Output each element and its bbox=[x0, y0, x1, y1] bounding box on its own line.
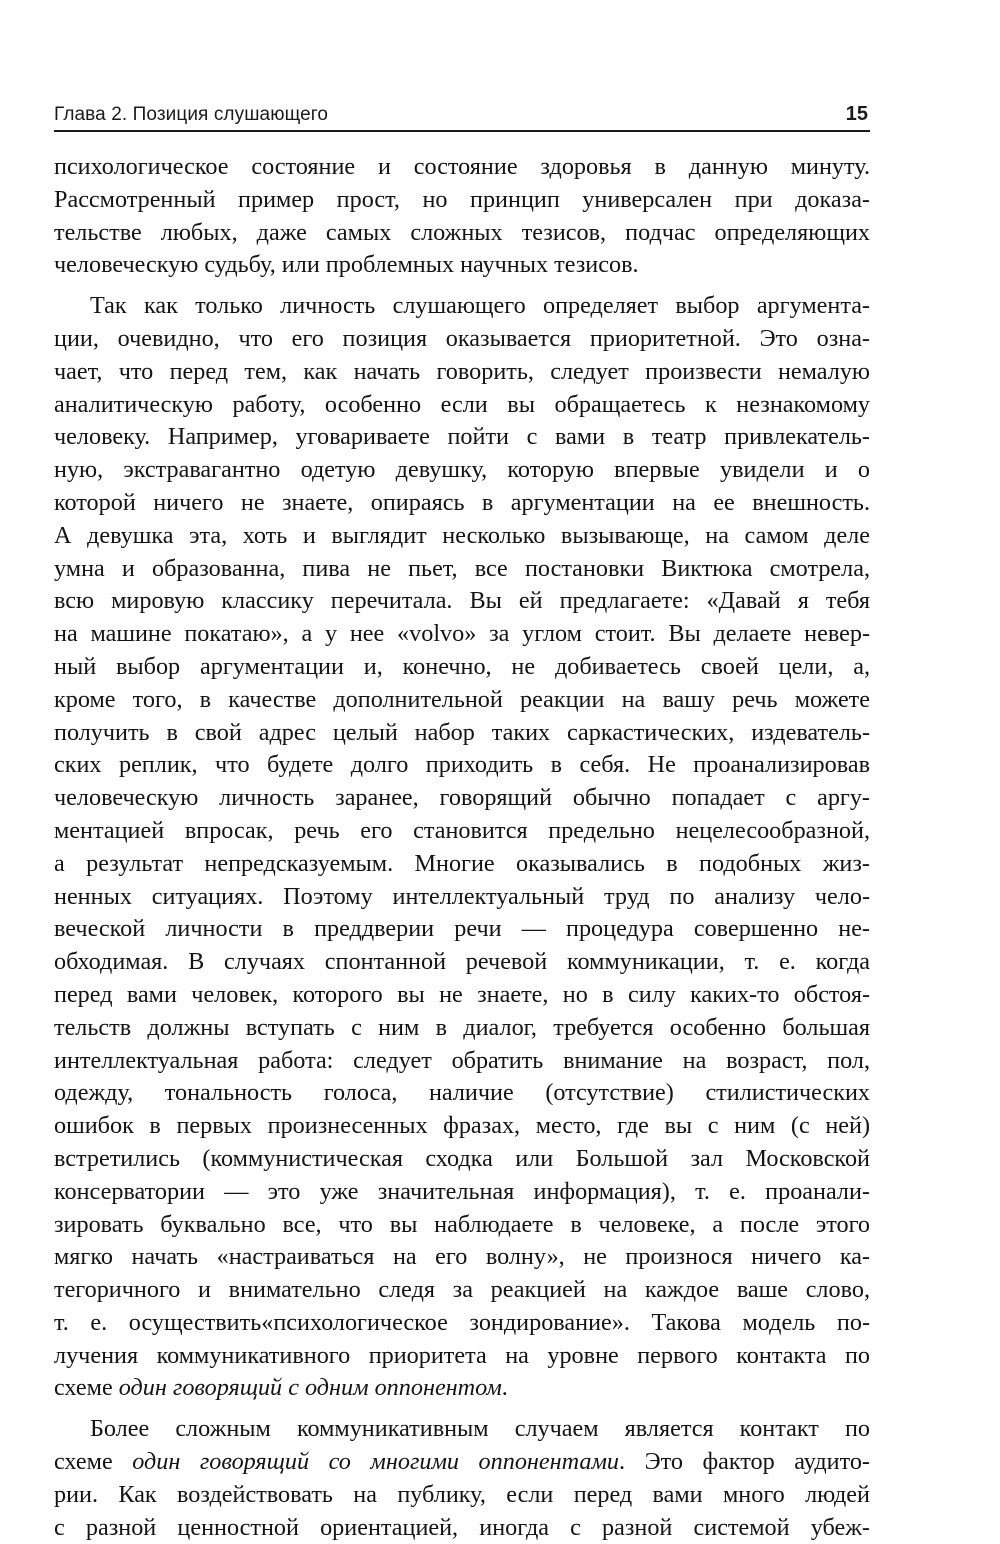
paragraph-3 bbox=[54, 1413, 870, 1544]
text-line: тегоричного и внимательно следя за реакцией на каждое ваше слово, bbox=[54, 1276, 870, 1304]
text-line: Так как только личность слушающего определяет выбор аргумента- bbox=[90, 292, 870, 320]
text-line: на машине покатаю», а у нее «volvo» за углом стоит. Вы делаете невер- bbox=[54, 620, 870, 648]
text-run: схеме bbox=[54, 1448, 133, 1476]
text-run: . Это фактор аудито- bbox=[619, 1448, 870, 1476]
body-text bbox=[54, 151, 870, 1544]
text-run: . bbox=[501, 1374, 508, 1402]
text-line: перед вами человек, которого вы не знаете, но в силу каких-то обстоя- bbox=[54, 980, 870, 1008]
text-line: встретились (коммунистическая сходка или Большой зал Московской bbox=[54, 1144, 870, 1172]
text-line: психологическое состояние и состояние здоровья в данную минуту. bbox=[54, 153, 870, 180]
emphasis-term: один говорящий с одним оппонентом bbox=[118, 1374, 502, 1402]
text-line: ненных ситуациях. Поэтому интеллектуальный труд по анализу чело- bbox=[54, 882, 870, 910]
text-line: аналитическую работу, особенно если вы обращаетесь к незнакомому bbox=[54, 390, 870, 418]
text-line: рии. Как воздействовать на публику, если перед вами много людей bbox=[54, 1480, 870, 1508]
text-line: т. е. осуществить«психологическое зондирование». Такова модель по- bbox=[54, 1308, 870, 1336]
text-line: которой ничего не знаете, опираясь в аргументации на ее внешность. bbox=[54, 488, 870, 516]
text-line: человеку. Например, уговариваете пойти с вами в театр привлекатель- bbox=[54, 423, 870, 451]
text-line: обходимая. В случаях спонтанной речевой коммуникации, т. е. когда bbox=[54, 948, 870, 976]
text-line: а результат непредсказуемым. Многие оказывались в подобных жиз- bbox=[54, 849, 870, 877]
text-line: ошибок в первых произнесенных фразах, место, где вы с ним (с ней) bbox=[54, 1112, 870, 1140]
text-line: всю мировую классику перечитала. Вы ей предлагаете: «Давай я тебя bbox=[54, 587, 870, 615]
text-line: человеческую судьбу, или проблемных научных тезисов. bbox=[54, 251, 639, 279]
text-line: с разной ценностной ориентацией, иногда с разной системой убеж- bbox=[54, 1513, 870, 1541]
text-line: умна и образованна, пива не пьет, все постановки Виктюка смотрела, bbox=[54, 554, 870, 582]
text-line: кроме того, в качестве дополнительной реакции на вашу речь можете bbox=[54, 685, 870, 713]
emphasis-term: один говорящий со многими оппонентами bbox=[132, 1448, 620, 1476]
text-line: лучения коммуникативного приоритета на уровне первого контакта по bbox=[54, 1341, 870, 1369]
text-line bbox=[54, 1446, 870, 1479]
text-line: чает, что перед тем, как начать говорить, следует произвести немалую bbox=[54, 357, 870, 385]
paragraph-2 bbox=[54, 290, 870, 1405]
text-line: получить в свой адрес целый набор таких саркастических, издеватель- bbox=[54, 718, 870, 746]
text-line: тельстве любых, даже самых сложных тезисов, подчас определяющих bbox=[54, 218, 870, 246]
text-line: одежду, тональность голоса, наличие (отсутствие) стилистических bbox=[54, 1079, 870, 1107]
text-line: Более сложным коммуникативным случаем является контакт по bbox=[90, 1415, 870, 1443]
text-line bbox=[54, 1372, 870, 1405]
text-line: консерватории — это уже значительная информация), т. е. проанали- bbox=[54, 1177, 870, 1205]
text-line: мягко начать «настраиваться на его волну», не произнося ничего ка- bbox=[54, 1243, 870, 1271]
text-line: тельств должны вступать с ним в диалог, требуется особенно большая bbox=[54, 1013, 870, 1041]
text-line: интеллектуальная работа: следует обратить внимание на возраст, пол, bbox=[54, 1046, 870, 1074]
text-line: ских реплик, что будете долго приходить в себя. Не проанализировав bbox=[54, 751, 870, 779]
paragraph-1 bbox=[54, 151, 870, 282]
text-line: Рассмотренный пример прост, но принцип универсален при доказа- bbox=[54, 185, 870, 213]
chapter-title: Глава 2. Позиция слушающего bbox=[54, 104, 329, 125]
text-line: ную, экстравагантно одетую девушку, которую впервые увидели и о bbox=[54, 456, 870, 484]
text-line: ментацией впросак, речь его становится предельно нецелесообразной, bbox=[54, 816, 870, 844]
text-run: схеме bbox=[54, 1374, 119, 1402]
text-line: зировать буквально все, что вы наблюдаете в человеке, а после этого bbox=[54, 1210, 870, 1238]
text-line: веческой личности в преддверии речи — процедура совершенно не- bbox=[54, 915, 870, 943]
text-line: ный выбор аргументации и, конечно, не добиваетесь своей цели, а, bbox=[54, 652, 870, 680]
text-line: ции, очевидно, что его позиция оказывается приоритетной. Это озна- bbox=[54, 324, 870, 352]
text-line: человеческую личность заранее, говорящий обычно попадает с аргу- bbox=[54, 784, 870, 812]
page-number: 15 bbox=[845, 103, 868, 125]
text-line: А девушка эта, хоть и выглядит несколько вызывающе, на самом деле bbox=[54, 521, 870, 549]
running-header bbox=[54, 100, 870, 132]
